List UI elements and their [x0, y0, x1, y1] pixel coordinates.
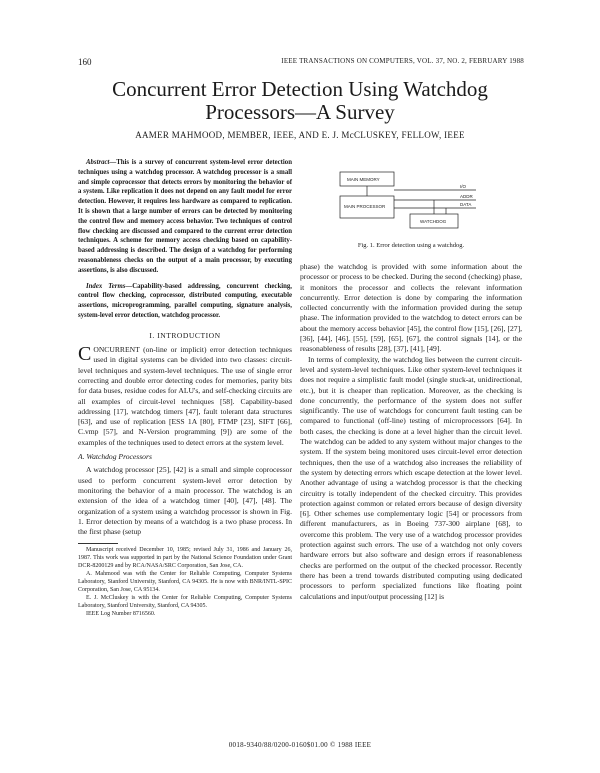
- addr-label: ADDR: [460, 194, 473, 199]
- data-label: DATA: [460, 202, 472, 207]
- page-number: 160: [78, 57, 92, 67]
- title-line-1: Concurrent Error Detection Using Watchdog: [112, 77, 488, 101]
- right-column: [300, 262, 522, 602]
- footnote-log-number: IEEE Log Number 8716560.: [86, 610, 156, 617]
- intro-first-word: ONCURRENT: [93, 345, 140, 355]
- index-terms-label: Index Terms: [86, 282, 126, 290]
- abstract: [78, 158, 292, 276]
- index-terms: [78, 282, 292, 321]
- main-processor-label: MAIN PROCESSOR: [344, 204, 386, 209]
- title-line-2: Processors—A Survey: [205, 100, 395, 124]
- drop-cap: C: [78, 343, 92, 366]
- setup-phase-paragraph: phase) the watchdog is provided with some information about the processor or process to be checked. During the second (checking) phase, it monitors the processor and collects the relevant information concurrently. Error detection is done by comparing the information collected concurrently with the information provided during the setup phase. The information provided to the watchdog to detect errors can be about the memory access behavior [45], the control flow [15], [26], [27], [36], [44], [46], [55], [59], [65], [67], the control signals [14], or the reasonableness of results [28], [37], [41], [49].: [300, 262, 522, 354]
- authors: AAMER MAHMOOD, MEMBER, IEEE, AND E. J. McCLUSKEY, FELLOW, IEEE: [135, 130, 465, 140]
- io-label: I/O: [460, 184, 467, 189]
- paper-title: [0, 78, 600, 124]
- footnote-mccluskey: E. J. McCluskey is with the Center for Reliable Computing, Computer Systems Laboratory, Stanford University, Stanford, CA 94305.: [78, 594, 292, 609]
- index-terms-text: —Capability-based addressing, concurrent checking, control flow checking, coprocessor, distributed computing, executable assertions, microprogramming, parallel computing, signature analysis, system-level error detection, watchdog processor.: [78, 282, 293, 319]
- intro-paragraph: [78, 345, 292, 448]
- footnote-mahmood: A. Mahmood was with the Center for Reliable Computing, Computer Systems Laboratory, Stanford University, Stanford, CA 94305. He is now with BNR/INTL-SPIC Corporation, San Jose, CA 95134.: [78, 571, 292, 593]
- intro-text: (on-line or implicit) error detection techniques used in digital systems can be divided into two classes: circuit-level techniques and system-level techniques. The use of single error correcting and double error detecting codes for memories, parity bits for data buses, residue codes for ALU's, and self-checking circuits are all examples of circuit-level techniques [58]. Capability-based addressing [17], watchdog timers [47], fault tolerant data structures [63], and use of replication [ESS 1A [80], FTMP [23], SIFT [66], C.vmp [57], and N-Version programming [9]) are some of the examples of the techniques used to detect errors at the system level.: [78, 345, 292, 447]
- subsection-heading-watchdog: A. Watchdog Processors: [78, 452, 152, 462]
- abstract-text: —This is a survey of concurrent system-level error detection techniques using a watchdog processor. A watchdog processor is a small and simple coprocessor that detects errors by monitoring the behavior of a system. Like replication it does not depend on any fault model for error detection. However, it requires less hardware as compared to replication. It is shown that a large number of errors can be detected by monitoring the control flow and memory access behavior. Two techniques of control flow checking are discussed and compared to the current error detection techniques. A scheme for memory access checking based on capability-based addressing is described. The design of a watchdog for performing reasonableness checks on the output of a main processor, by executing assertions, is also discussed.: [78, 159, 292, 274]
- journal-header: IEEE TRANSACTIONS ON COMPUTERS, VOL. 37, NO. 2, FEBRUARY 1988: [281, 57, 524, 65]
- footnote-divider: [78, 543, 118, 544]
- abstract-label: Abstract: [86, 159, 110, 166]
- watchdog-paragraph: A watchdog processor [25], [42] is a small and simple coprocessor used to perform concurrent system-level error detection by monitoring the behavior of a main processor. The watchdog is an extension of the idea of a watchdog timer [40], [47], [48]. The organization of a system using a watchdog processor is shown in Fig. 1. Error detection by means of a watchdog is a two phase process. In the first phase (setup: [78, 465, 292, 537]
- complexity-paragraph: In terms of complexity, the watchdog lies between the current circuit-level and system-level techniques. Like other system-level techniques it does not require a simplistic fault model (single stuck-at, unidirectional, etc.), but it is cheaper than replication. Moreover, as the checking is done concurrently, the performance of the system does not suffer significantly. The use of watchdogs for concurrent fault testing can be compared to functional (off-line) testing of microprocessors [64]. In both cases, the checking is done at a level higher than the circuit level. The watchdog can be added to any system without major changes to the system. If the system being monitored uses circuit-level error detection techniques, then the use of a watchdog also increases the reliability of the system by detecting errors which escape detection at the lower level. Another advantage of using a watchdog processor is that the checking circuitry is totally independent of the checked circuitry. This provides protection against common or related errors because of design diversity [6]. Other schemes use complementary logic [54] or processors from different manufacturers, as in Boeing 737-300 airplane [68], to overcome this problem. The very use of a watchdog processor provides protection against such errors. The use of a watchdog not only covers hardware errors but also software and design errors if reasonableness checks are performed on the output of the checked processor. Recently there has been a trend towards distributed computing using dedicated processors to perform specialized functions like floating point calculations and input/output processing [12] is: [300, 354, 522, 601]
- copyright-footer: 0018-9340/88/0200-0160$01.00 © 1988 IEEE: [228, 741, 372, 749]
- section-heading-introduction: I. INTRODUCTION: [149, 330, 221, 340]
- footnote-manuscript: Manuscript received December 10, 1985; revised July 31, 1986 and January 26, 1987. This work was supported in part by the National Science Foundation under Grant DCR-8200129 and by RCA/NASA/SRC Corporation, San Jose, CA.: [78, 547, 292, 570]
- watchdog-diagram: [300, 160, 522, 242]
- watchdog-label: WATCHDOG: [420, 219, 447, 224]
- figure-1: [300, 160, 522, 252]
- main-memory-label: MAIN MEMORY: [347, 177, 380, 182]
- figure-caption: Fig. 1. Error detection using a watchdog.: [357, 242, 465, 249]
- footnotes: [78, 547, 292, 618]
- left-column: [78, 158, 292, 619]
